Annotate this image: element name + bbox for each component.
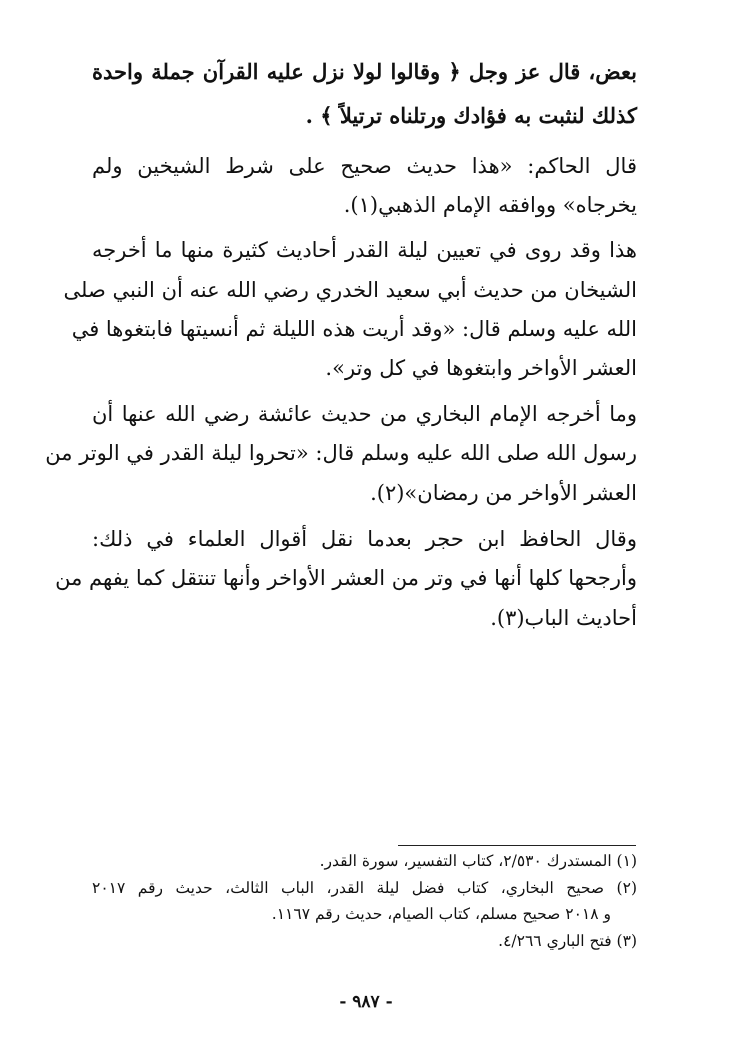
footnote-2-line-2 (92, 903, 637, 927)
paragraph-4-line-2: رسول الله صلى الله عليه وسلم قال: «تحروا ليلة القدر في الوتر من (45, 441, 637, 465)
paragraph-3-line-2: الشيخان من حديث أبي سعيد الخدري رضي الله عنه أن النبي صلى (63, 278, 637, 302)
footnote-3: (٣) فتح الباري ٤/٢٦٦. (498, 932, 637, 950)
paragraph-5-line-1: وقال الحافظ ابن حجر بعدما نقل أقوال العلماء في ذلك: (92, 527, 637, 551)
page-number: - ٩٨٧ - (339, 992, 393, 1012)
footnote-divider (398, 845, 636, 846)
paragraph-1-line-1: بعض، قال عز وجل ﴿ وقالوا لولا نزل عليه القرآن جملة واحدة (92, 59, 637, 84)
footnote-2-line-2-text: و ٢٠١٨ صحيح مسلم، كتاب الصيام، حديث رقم ١١٦٧. (271, 905, 611, 923)
footnote-2-line-1: (٢) صحيح البخاري، كتاب فضل ليلة القدر، الباب الثالث، حديث رقم ٢٠١٧ (92, 879, 637, 897)
paragraph-5-line-3: أحاديث الباب(٣). (490, 606, 637, 630)
paragraph-3-line-3: الله عليه وسلم قال: «وقد أريت هذه الليلة ثم أنسيتها فابتغوها في (71, 317, 637, 341)
paragraph-2-line-2: يخرجاه» ووافقه الإمام الذهبي(١). (343, 193, 637, 217)
paragraph-4-line-1: وما أخرجه الإمام البخاري من حديث عائشة رضي الله عنها أن (92, 402, 637, 426)
paragraph-1-line-2: كذلك لنثبت به فؤادك ورتلناه ترتيلاً ﴾ . (305, 103, 637, 128)
paragraph-4-line-3: العشر الأواخر من رمضان»(٢). (370, 481, 637, 505)
paragraph-5-line-2: وأرجحها كلها أنها في وتر من العشر الأواخر وأنها تنتقل كما يفهم من (55, 566, 637, 590)
paragraph-3-line-1: هذا وقد روى في تعيين ليلة القدر أحاديث كثيرة منها ما أخرجه (92, 238, 637, 262)
footnote-1: (١) المستدرك ٢/٥٣٠، كتاب التفسير، سورة القدر. (319, 852, 637, 870)
paragraph-3-line-4: العشر الأواخر وابتغوها في كل وتر». (325, 356, 637, 380)
paragraph-2-line-1: قال الحاكم: «هذا حديث صحيح على شرط الشيخين ولم (92, 154, 637, 178)
